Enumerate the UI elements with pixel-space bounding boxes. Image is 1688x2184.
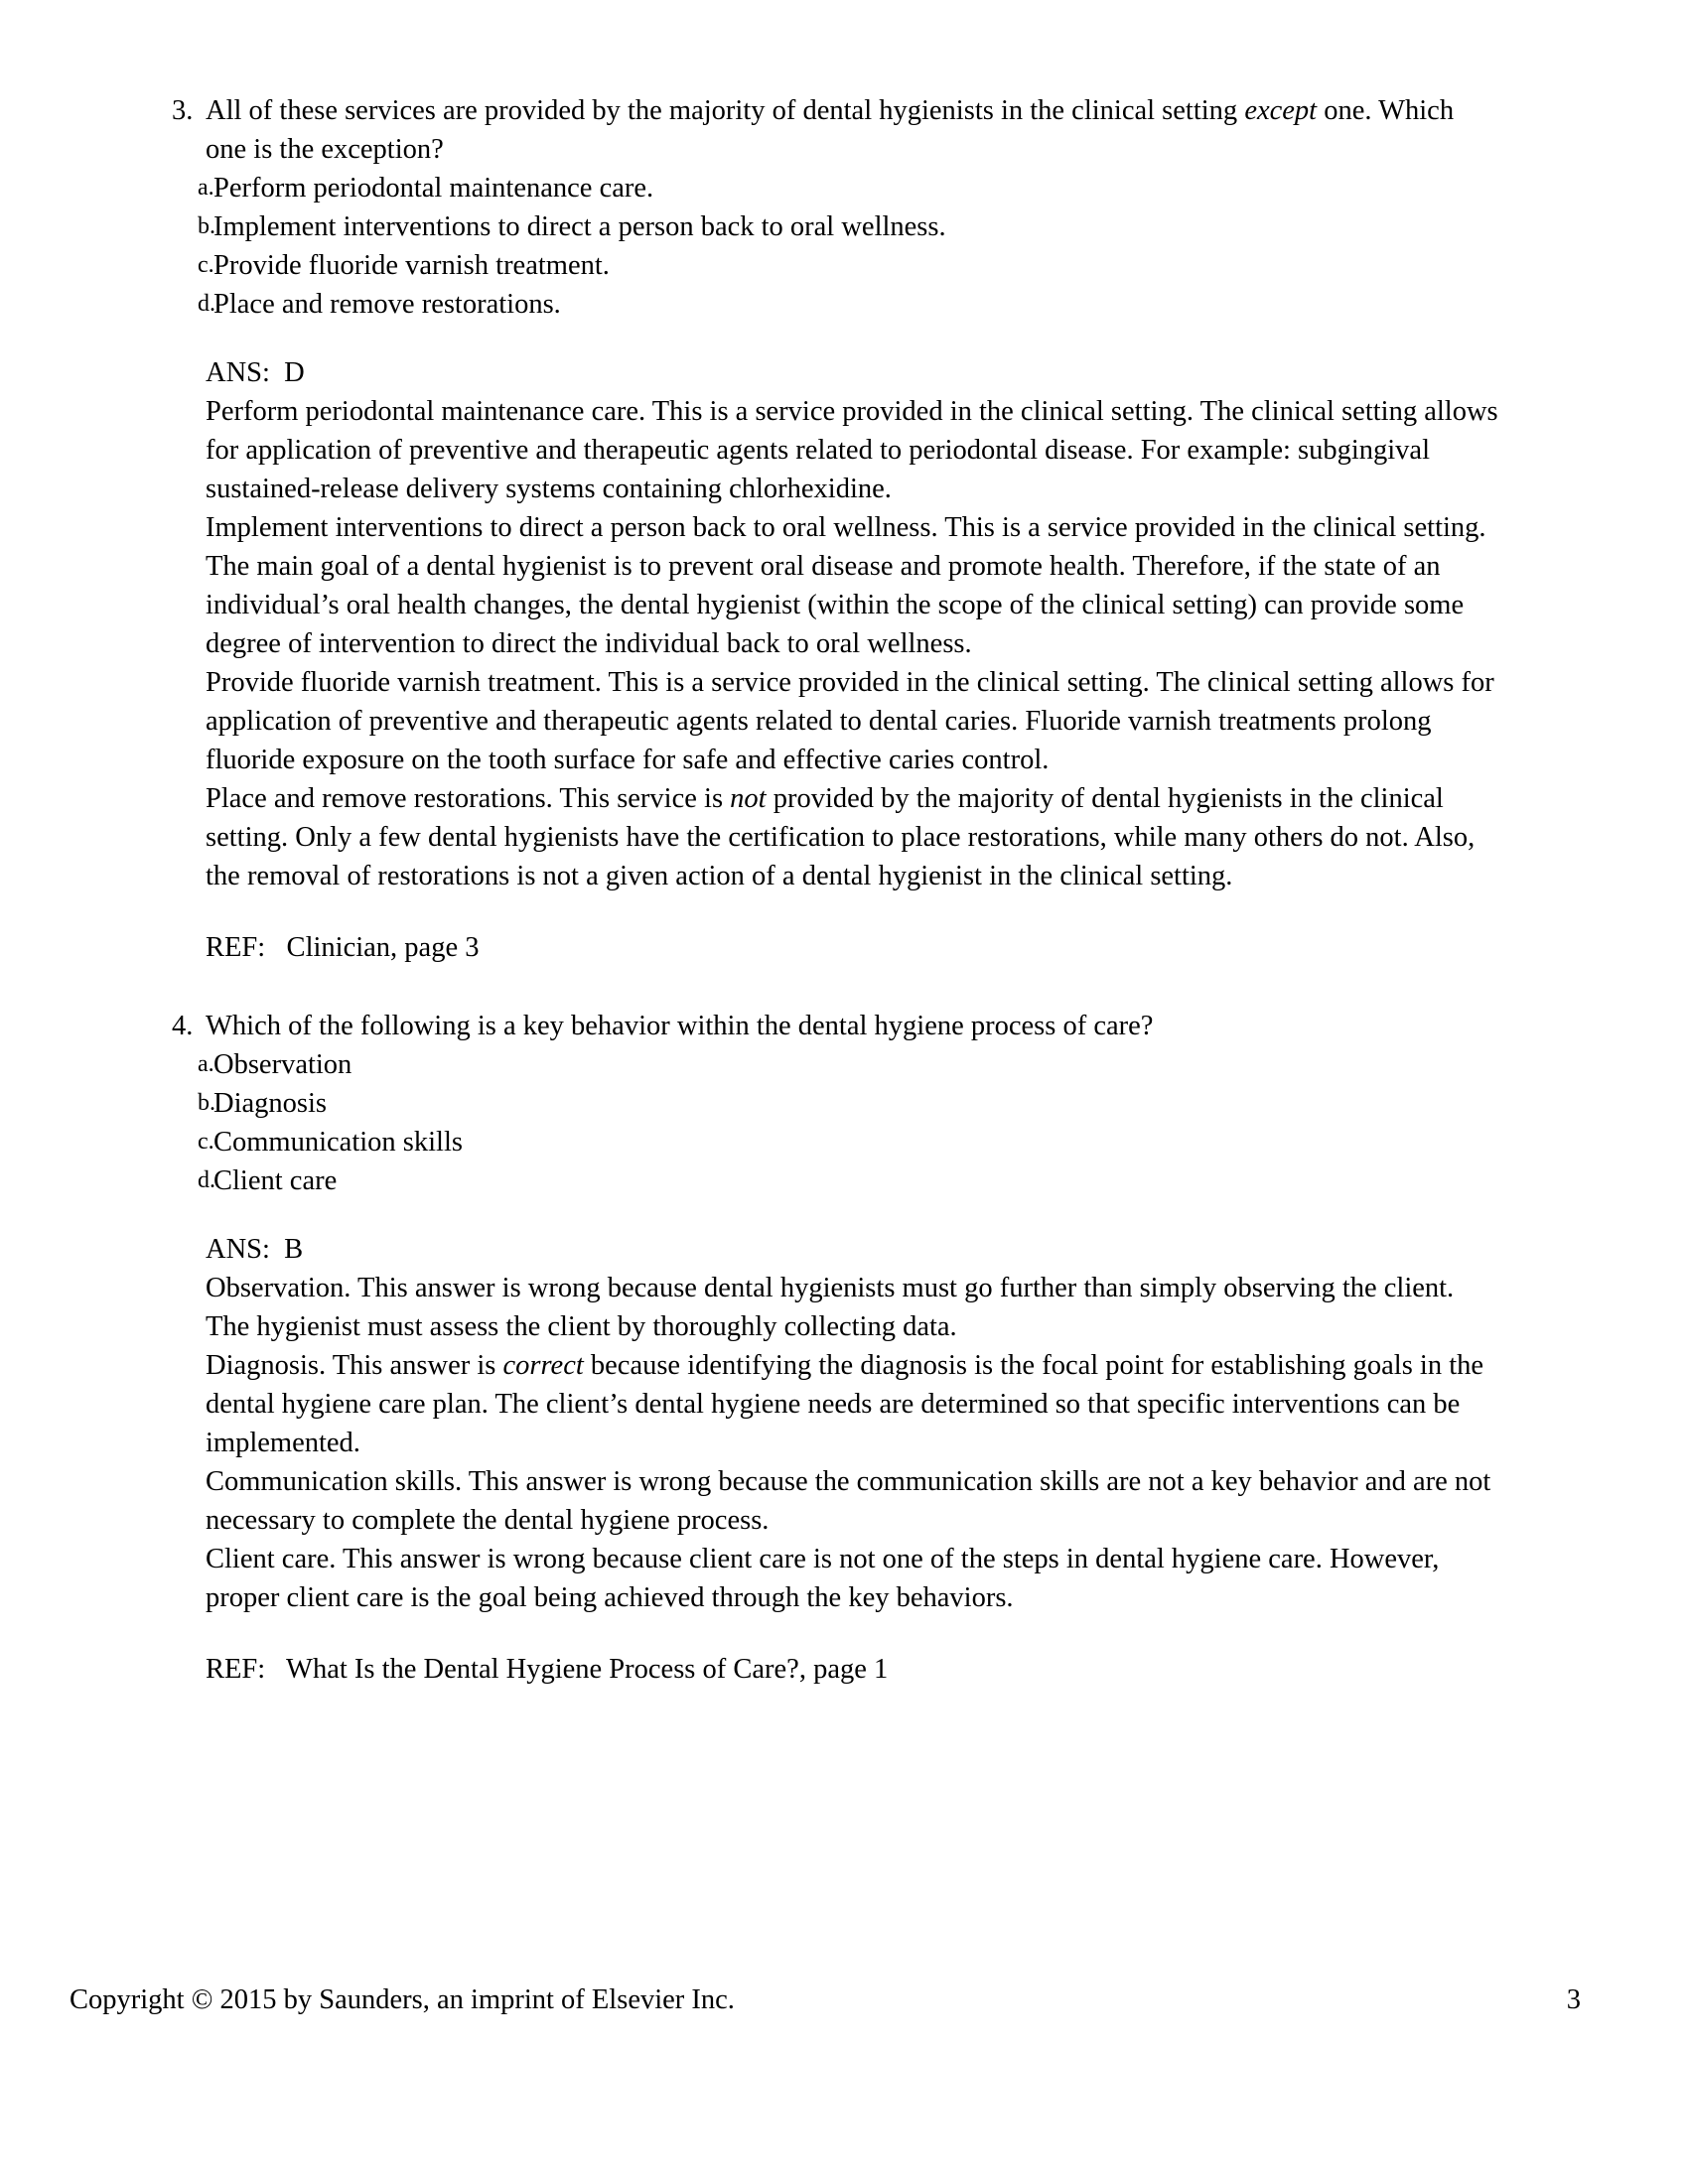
rationale-part1: Communication skills. This answer is wrong because the communication skills are not a key behavior and are not necessary to complete the dental hygiene process. (206, 1466, 1491, 1536)
option-letter: d. (198, 291, 215, 317)
rationale-paragraph (206, 779, 1499, 895)
question-stem-part1: Which of the following is a key behavior within the dental hygiene process of care? (206, 1011, 1154, 1041)
option-text: Implement interventions to direct a person back to oral wellness. (213, 211, 946, 242)
rationale-paragraph (206, 1462, 1499, 1540)
option-text: Diagnosis (213, 1088, 327, 1119)
question-stem-part1: All of these services are provided by the majority of dental hygienists in the clinical setting (206, 95, 1245, 126)
rationale-italic: not (730, 783, 767, 814)
question-number: 3. (172, 95, 194, 126)
question-block (164, 1007, 1499, 1689)
option-item[interactable] (164, 1123, 1499, 1161)
option-item[interactable] (164, 246, 1499, 285)
option-letter: a. (198, 175, 214, 201)
rationale-paragraph (206, 508, 1499, 663)
option-item[interactable] (164, 207, 1499, 246)
option-letter: b. (198, 1090, 215, 1116)
rationale-part1: Provide fluoride varnish treatment. This is a service provided in the clinical setting. The clinical setting allows for application of preventive and therapeutic agents related to dental caries. Fluoride varnish treatments prolong fluoride exposure on the tooth surface for safe and effective caries control. (206, 667, 1494, 775)
question-stem (206, 1007, 1499, 1045)
rationale-part2: because identifying the diagnosis is the focal point for establishing goals in the dental hygiene care plan. The client’s dental hygiene needs are determined so that specific interventions can be implemented. (206, 1350, 1484, 1458)
question-block (164, 91, 1499, 967)
page-footer (70, 1981, 1618, 2019)
option-item[interactable] (164, 1045, 1499, 1084)
option-text: Provide fluoride varnish treatment. (213, 250, 610, 281)
answer-area (206, 353, 1499, 895)
rationale-paragraph (206, 392, 1499, 508)
option-item[interactable] (164, 1084, 1499, 1123)
option-letter: c. (198, 1129, 214, 1155)
question-stem-row (164, 1007, 1499, 1045)
question-spacer (164, 967, 1499, 1007)
option-letter: b. (198, 213, 215, 239)
page-number: 3 (1566, 1984, 1581, 2015)
option-item[interactable] (164, 169, 1499, 207)
copyright-notice: Copyright © 2015 by Saunders, an imprint of Elsevier Inc. (70, 1984, 735, 2015)
rationale-part2: provided by the majority of dental hygienists in the clinical setting. Only a few dental hygienists have the certification to place restorations, while many others do not. Also, the removal of restorations is not a given action of a dental hygienist in the clinical setting. (206, 783, 1476, 891)
reference-line: REF: What Is the Dental Hygiene Process of Care?, page 1 (206, 1654, 889, 1685)
page-content (164, 91, 1499, 1689)
option-item[interactable] (164, 1161, 1499, 1200)
option-letter: d. (198, 1167, 215, 1193)
question-stem (206, 91, 1499, 169)
options-list (164, 1045, 1499, 1200)
option-text: Communication skills (213, 1127, 463, 1158)
option-letter: c. (198, 252, 214, 278)
rationale-part1: Diagnosis. This answer is (206, 1350, 503, 1381)
rationale-paragraph (206, 1269, 1499, 1346)
option-text: Observation (213, 1049, 352, 1080)
rationale-part1: Observation. This answer is wrong because dental hygienists must go further than simply observing the client. The hygienist must assess the client by thoroughly collecting data. (206, 1273, 1455, 1342)
rationale-paragraph (206, 1540, 1499, 1617)
answer-area (206, 1230, 1499, 1617)
answer-label: ANS: D (206, 357, 305, 388)
option-text: Place and remove restorations. (213, 289, 561, 320)
reference-line: REF: Clinician, page 3 (206, 932, 480, 963)
question-stem-row (164, 91, 1499, 169)
rationale-part1: Implement interventions to direct a person back to oral wellness. This is a service provided in the clinical setting. The main goal of a dental hygienist is to prevent oral disease and promote health. Therefore, if the state of an individual’s oral health changes, the dental hygienist (within the scope of the clinical setting) can provide some degree of intervention to direct the individual back to oral wellness. (206, 512, 1486, 659)
options-list (164, 169, 1499, 324)
option-text: Perform periodontal maintenance care. (213, 173, 654, 204)
answer-label: ANS: B (206, 1234, 304, 1265)
rationale-part1: Client care. This answer is wrong because client care is not one of the steps in dental hygiene care. However, proper client care is the goal being achieved through the key behaviors. (206, 1544, 1440, 1613)
option-text: Client care (213, 1165, 338, 1196)
question-stem-italic: except (1244, 95, 1318, 126)
rationale-part1: Perform periodontal maintenance care. This is a service provided in the clinical setting. The clinical setting allows for application of preventive and therapeutic agents related to periodontal disease. For example: subgingival sustained-release delivery systems containing chlorhexidine. (206, 396, 1498, 504)
question-number: 4. (172, 1011, 194, 1041)
question-stem-part2: one. Which one is the exception? (206, 95, 1455, 165)
rationale-paragraph (206, 663, 1499, 779)
rationale-italic: correct (502, 1350, 584, 1381)
option-item[interactable] (164, 285, 1499, 324)
rationale-part1: Place and remove restorations. This service is (206, 783, 731, 814)
option-letter: a. (198, 1051, 214, 1077)
rationale-paragraph (206, 1346, 1499, 1462)
